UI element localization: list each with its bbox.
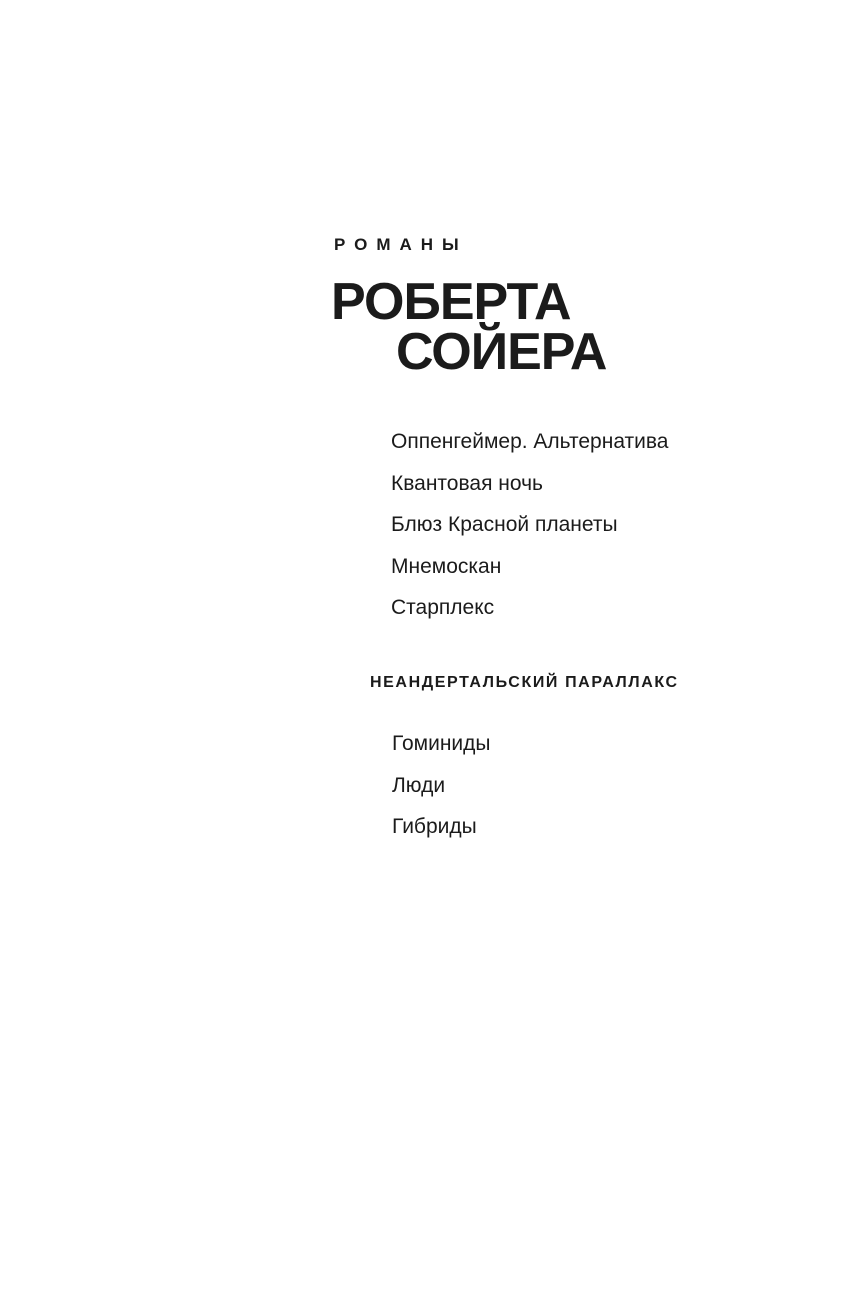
novel-list [391, 431, 669, 639]
novel-list-item: Блюз Красной планеты [391, 513, 618, 536]
author-title-line-2: СОЙЕРА [396, 323, 607, 381]
series-header: НЕАНДЕРТАЛЬСКИЙ ПАРАЛЛАКС [370, 674, 679, 691]
series-book-item: Гоминиды [392, 732, 491, 755]
author-title-line-1: РОБЕРТА [331, 273, 571, 331]
novel-list-item: Квантовая ночь [391, 471, 543, 495]
novel-list-item: Старплекс [391, 596, 495, 619]
series-book-item: Люди [392, 773, 446, 797]
section-kicker: РОМАНЫ [334, 235, 468, 254]
series-book-item: Гибриды [392, 815, 477, 838]
novel-list-item: Мнемоскан [391, 554, 502, 578]
series-book-list [392, 733, 491, 858]
novel-list-item: Оппенгеймер. Альтернатива [391, 430, 669, 453]
